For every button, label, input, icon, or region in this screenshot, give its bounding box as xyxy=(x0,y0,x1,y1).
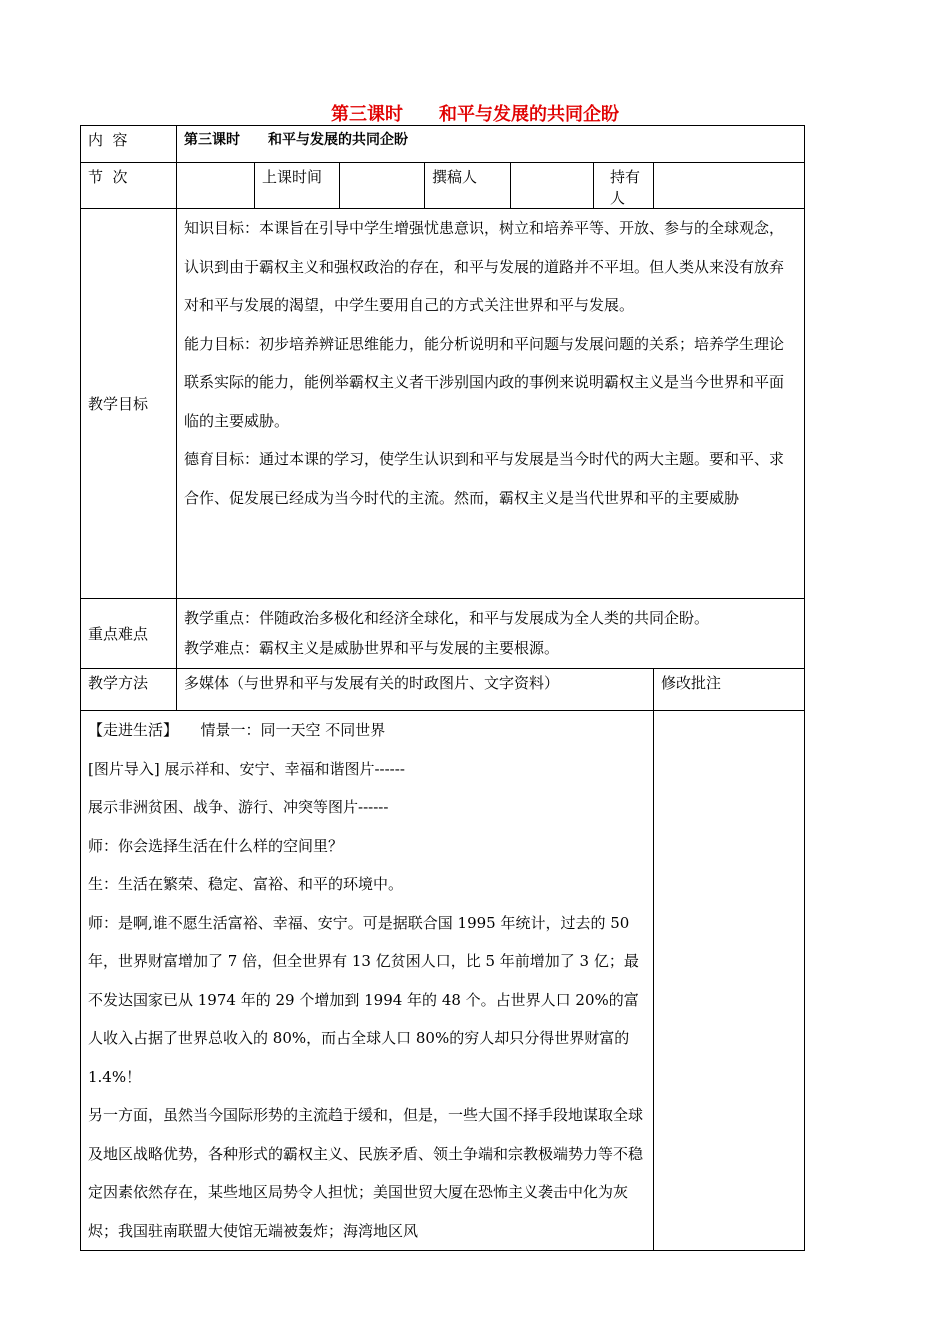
content-label: 内 容 xyxy=(81,126,177,163)
goals-label: 教学目标 xyxy=(81,209,177,599)
key-points-content xyxy=(177,599,805,669)
key-points-label: 重点难点 xyxy=(81,599,177,669)
goals-content xyxy=(177,209,805,599)
row-key-points xyxy=(81,599,805,669)
teaching-difficulty: 教学难点：霸权主义是威胁世界和平与发展的主要根源。 xyxy=(184,639,560,657)
knowledge-goal: 知识目标：本课旨在引导中学生增强忧患意识，树立和培养平等、开放、参与的全球观念，认识到由于霸权主义和强权政治的存在，和平与发展的道路并不平坦。但人类从来没有放弃对和平与发展的渴望，中学生要用自己的方式关注世界和平与发展。 xyxy=(184,219,785,314)
row-goals xyxy=(81,209,805,599)
process-line: 另一方面，虽然当今国际形势的主流趋于缓和，但是，一些大国不择手段地谋取全球及地区战略优势，各种形式的霸权主义、民族矛盾、领土争端和宗教极端势力等不稳定因素依然存在，某些地区局势令人担忧；美国世贸大厦在恐怖主义袭击中化为灰烬；我国驻南联盟大使馆无端被轰炸；海湾地区风 xyxy=(88,1106,644,1240)
holder-label: 持有人 xyxy=(594,163,654,209)
row-process xyxy=(81,711,805,1251)
method-value: 多媒体（与世界和平与发展有关的时政图片、文字资料） xyxy=(177,669,654,711)
author-label: 撰稿人 xyxy=(425,163,511,209)
process-line: 生：生活在繁荣、稳定、富裕、和平的环境中。 xyxy=(88,875,404,893)
moral-goal: 德育目标：通过本课的学习，使学生认识到和平与发展是当今时代的两大主题。要和平、求合作、促发展已经成为当今时代的主流。然而，霸权主义是当代世界和平的主要威胁 xyxy=(184,450,785,507)
process-line: 师：是啊,谁不愿生活富裕、幸福、安宁。可是据联合国 1995 年统计，过去的 50 年，世界财富增加了 7 倍，但全世界有 13 亿贫困人口，比 5 年前增加了 3 亿；最不发达国家已从 1974 年的 29 个增加到 1994 年的 48 个。占世界人口 20%的富人收入占据了世界总收入的 80%，而占全球人口 80%的穷人却只分得世界财富的 1.4%！ xyxy=(88,913,639,1086)
row-method xyxy=(81,669,805,711)
session-value xyxy=(177,163,255,209)
class-time-label: 上课时间 xyxy=(255,163,340,209)
class-time-value xyxy=(340,163,425,209)
session-label: 节 次 xyxy=(81,163,177,209)
row-content xyxy=(81,126,805,163)
author-value xyxy=(511,163,594,209)
ability-goal: 能力目标：初步培养辨证思维能力，能分析说明和平问题与发展问题的关系；培养学生理论联系实际的能力，能例举霸权主义者干涉别国内政的事例来说明霸权主义是当今世界和平面临的主要威胁。 xyxy=(184,334,785,430)
process-line: 【走进生活】 情景一：同一天空 不同世界 xyxy=(88,721,386,739)
holder-value xyxy=(654,163,805,209)
content-value: 第三课时 和平与发展的共同企盼 xyxy=(177,126,805,163)
lesson-plan-table xyxy=(80,125,805,1251)
method-label: 教学方法 xyxy=(81,669,177,711)
process-line: 师：你会选择生活在什么样的空间里？ xyxy=(88,836,344,855)
process-content xyxy=(81,711,654,1251)
revision-notes-cell xyxy=(654,711,805,1251)
document-title: 第三课时 和平与发展的共同企盼 xyxy=(331,104,619,125)
process-line: 展示非洲贫困、战争、游行、冲突等图片------ xyxy=(88,798,389,816)
revision-notes-label: 修改批注 xyxy=(654,669,805,711)
process-line: [图片导入] 展示祥和、安宁、幸福和谐图片------ xyxy=(88,759,405,778)
row-session xyxy=(81,163,805,209)
teaching-focus: 教学重点：伴随政治多极化和经济全球化，和平与发展成为全人类的共同企盼。 xyxy=(184,609,710,627)
